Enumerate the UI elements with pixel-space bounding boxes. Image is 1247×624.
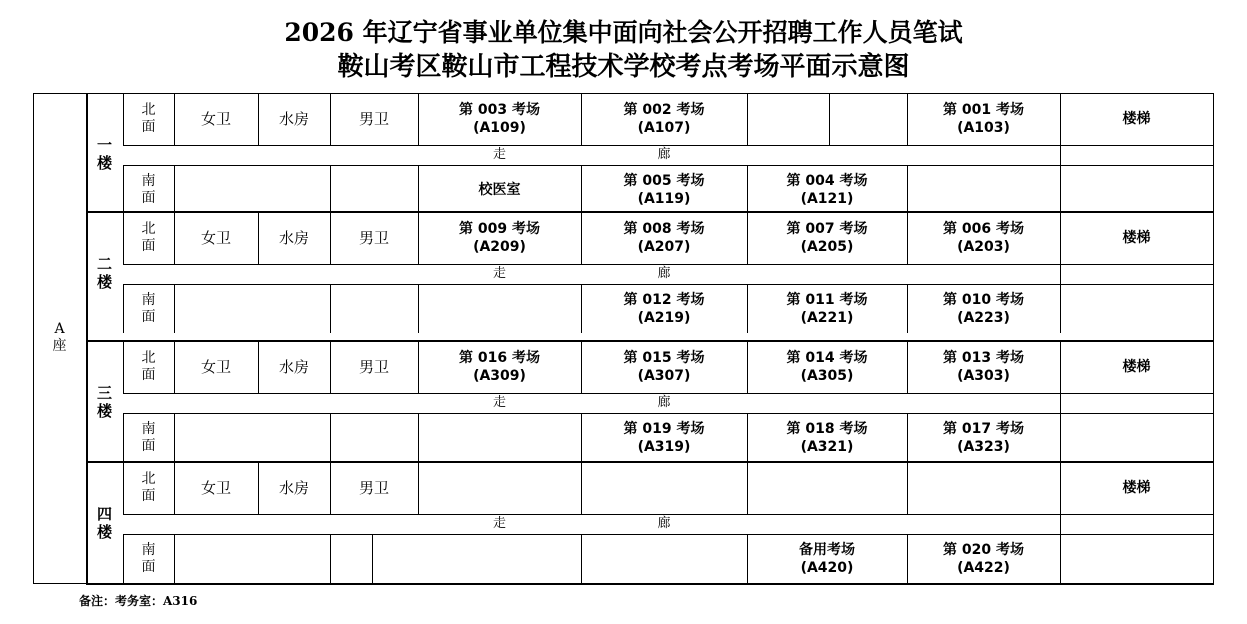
womens-restroom: 女卫 bbox=[200, 229, 231, 247]
outer-right-border bbox=[1213, 93, 1214, 584]
grid-line bbox=[1060, 514, 1061, 534]
corridor-label-right: 廊 bbox=[657, 147, 671, 162]
mens-restroom: 男卫 bbox=[358, 358, 389, 376]
floor-label: 四 楼 bbox=[96, 504, 112, 541]
exam-room-cell: 第 009 考场 (A209) bbox=[459, 221, 540, 255]
corridor-label-left: 走 bbox=[492, 395, 506, 410]
grid-line bbox=[1060, 393, 1061, 413]
exam-room-cell bbox=[372, 534, 581, 583]
mens-restroom: 男卫 bbox=[358, 479, 389, 497]
north-side-label: 北 面 bbox=[141, 221, 156, 254]
exam-room-cell: 第 018 考场 (A321) bbox=[786, 420, 868, 455]
footnote: 备注：考务室：A316 bbox=[79, 594, 198, 608]
stairs-cell: 楼梯 bbox=[1122, 230, 1151, 246]
womens-restroom: 女卫 bbox=[200, 479, 231, 497]
exam-room-cell bbox=[907, 462, 1060, 514]
exam-room-cell: 第 020 考场 (A422) bbox=[943, 541, 1024, 576]
exam-room-cell bbox=[747, 462, 907, 514]
exam-room-cell bbox=[907, 165, 1060, 214]
exam-room-cell bbox=[581, 534, 747, 583]
womens-restroom: 女卫 bbox=[200, 110, 231, 128]
grid-line bbox=[330, 534, 331, 583]
water-room: 水房 bbox=[278, 479, 309, 497]
exam-room-cell: 第 006 考场 (A203) bbox=[943, 221, 1024, 255]
grid-line bbox=[1060, 284, 1061, 333]
exam-room-cell: 第 010 考场 (A223) bbox=[943, 291, 1024, 326]
exam-room-cell: 备用考场 (A420) bbox=[799, 541, 855, 576]
water-room: 水房 bbox=[278, 229, 309, 247]
water-room: 水房 bbox=[278, 110, 309, 128]
corridor-label-left: 走 bbox=[492, 516, 506, 531]
water-room: 水房 bbox=[278, 358, 309, 376]
stairs-cell: 楼梯 bbox=[1122, 359, 1151, 375]
corridor-label-right: 廊 bbox=[657, 516, 671, 531]
south-side-label: 南 面 bbox=[141, 420, 156, 454]
exam-room-cell: 第 012 考场 (A219) bbox=[623, 291, 705, 326]
south-side-label: 南 面 bbox=[141, 172, 156, 206]
stairs-cell: 楼梯 bbox=[1122, 480, 1151, 496]
exam-room-cell: 第 007 考场 (A205) bbox=[786, 221, 868, 255]
exam-room-cell: 第 004 考场 (A121) bbox=[786, 172, 868, 207]
north-side-label: 北 面 bbox=[141, 471, 156, 504]
building-label: A 座 bbox=[52, 321, 67, 354]
corridor-label-right: 廊 bbox=[657, 395, 671, 410]
exam-room-cell bbox=[418, 462, 581, 514]
building-bottom-border bbox=[33, 583, 86, 584]
exam-room-cell: 第 015 考场 (A307) bbox=[623, 350, 705, 384]
exam-room-cell: 第 002 考场 (A107) bbox=[623, 102, 705, 136]
floor-label: 三 楼 bbox=[96, 383, 112, 420]
floor-label: 二 楼 bbox=[96, 254, 112, 291]
exam-room-cell: 第 003 考场 (A109) bbox=[459, 102, 540, 136]
north-side-label: 北 面 bbox=[141, 350, 156, 383]
south-side-label: 南 面 bbox=[141, 291, 156, 325]
exam-room-cell: 第 008 考场 (A207) bbox=[623, 221, 705, 255]
exam-room-cell: 第 005 考场 (A119) bbox=[623, 172, 705, 207]
grid-line bbox=[330, 413, 331, 462]
grid-line bbox=[174, 284, 175, 333]
corridor-label-left: 走 bbox=[492, 147, 506, 162]
grid-line bbox=[1060, 534, 1061, 583]
grid-line bbox=[1060, 413, 1061, 462]
grid-line bbox=[1060, 264, 1061, 284]
stairs-cell: 楼梯 bbox=[1122, 111, 1151, 127]
grid-line bbox=[330, 284, 331, 333]
grid-line bbox=[330, 165, 331, 214]
south-side-label: 南 面 bbox=[141, 541, 156, 575]
exam-room-cell: 第 016 考场 (A309) bbox=[459, 350, 540, 384]
floor-label: 一 楼 bbox=[96, 135, 112, 172]
exam-room-cell bbox=[418, 413, 581, 462]
mens-restroom: 男卫 bbox=[358, 229, 389, 247]
womens-restroom: 女卫 bbox=[200, 358, 231, 376]
exam-room-cell: 第 013 考场 (A303) bbox=[943, 350, 1024, 384]
exam-room-cell: 校医室 bbox=[478, 181, 521, 198]
exam-room-cell: 第 014 考场 (A305) bbox=[786, 350, 868, 384]
corridor-label-left: 走 bbox=[492, 266, 506, 281]
grid-line bbox=[174, 413, 175, 462]
table-bottom-border bbox=[86, 583, 1214, 585]
exam-room-cell: 第 019 考场 (A319) bbox=[623, 420, 705, 455]
grid-line bbox=[174, 165, 175, 214]
grid-line bbox=[1060, 165, 1061, 214]
exam-room-cell bbox=[747, 93, 907, 145]
exam-room-cell: 第 017 考场 (A323) bbox=[943, 420, 1024, 455]
exam-room-cell: 第 011 考场 (A221) bbox=[786, 291, 868, 326]
north-side-label: 北 面 bbox=[141, 102, 156, 135]
exam-room-cell bbox=[418, 284, 581, 333]
title-line-2: 鞍山考区鞍山市工程技术学校考点考场平面示意图 bbox=[337, 52, 910, 82]
exam-room-cell: 第 001 考场 (A103) bbox=[943, 102, 1024, 136]
title-line-1: 2026 年辽宁省事业单位集中面向社会公开招聘工作人员笔试 bbox=[284, 18, 963, 47]
mens-restroom: 男卫 bbox=[358, 110, 389, 128]
grid-line bbox=[174, 534, 175, 583]
grid-line bbox=[1060, 145, 1061, 165]
corridor-label-right: 廊 bbox=[657, 266, 671, 281]
exam-room-cell bbox=[581, 462, 747, 514]
